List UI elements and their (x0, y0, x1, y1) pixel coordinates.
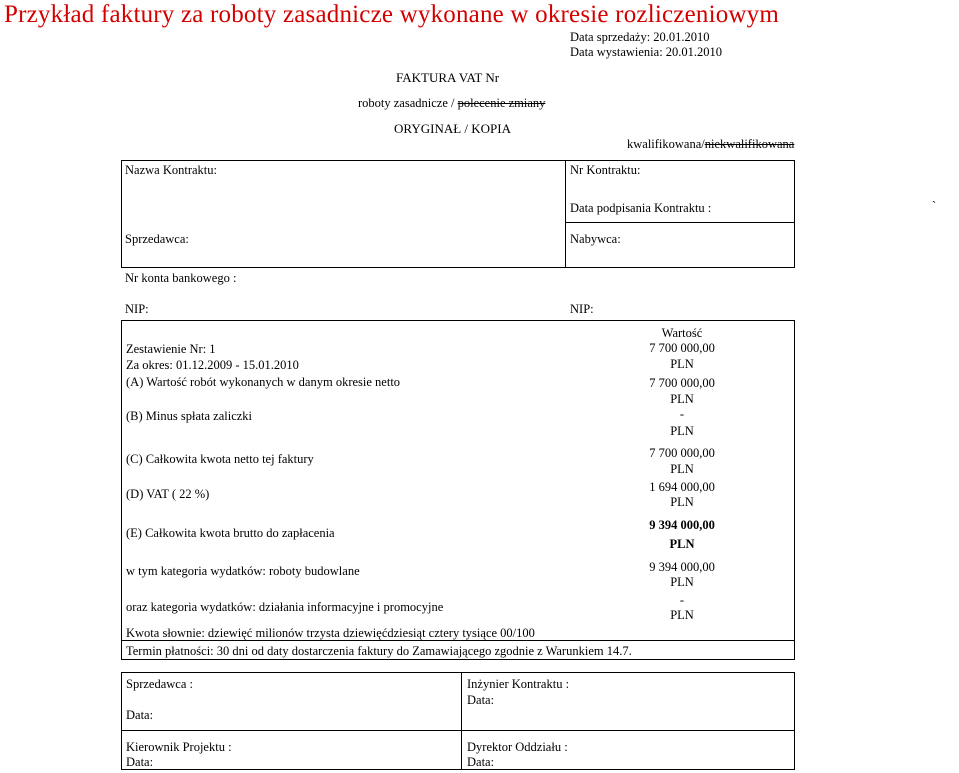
frame-top-line (121, 160, 795, 161)
backtick-mark: ` (932, 199, 937, 213)
row-d-currency: PLN (670, 495, 694, 509)
works-prefix: roboty zasadnicze / (358, 96, 458, 110)
table-left-line (121, 320, 122, 660)
value-currency: PLN (670, 357, 694, 371)
table-top-line (121, 320, 795, 321)
signature-seller-date: Data: (126, 708, 154, 722)
statement-period: Za okres: 01.12.2009 - 15.01.2010 (126, 358, 299, 372)
amount-in-words: Kwota słownie: dziewięć milionów trzysta dziewięćdziesiąt cztery tysiące 00/100 (126, 626, 535, 640)
frame-left-line (121, 160, 122, 268)
row-construction-currency: PLN (670, 575, 694, 589)
row-construction-amount: 9 394 000,00 (649, 560, 715, 574)
signature-director-label: Dyrektor Oddziału : (467, 740, 568, 754)
contract-name-label: Nazwa Kontraktu: (125, 163, 217, 177)
row-a-amount: 7 700 000,00 (649, 376, 715, 390)
signature-engineer-label: Inżynier Kontraktu : (467, 677, 570, 691)
contract-number-label: Nr Kontraktu: (570, 163, 641, 177)
row-a-currency: PLN (670, 392, 694, 406)
page-title: Przykład faktury za roboty zasadnicze wykonane w okresie rozliczeniowym (4, 1, 780, 28)
row-e-label: (E) Całkowita kwota brutto do zapłacenia (126, 526, 335, 540)
frame-middle-line (565, 160, 566, 268)
row-d-label: (D) VAT ( 22 %) (126, 487, 210, 501)
row-promotion-currency: PLN (670, 608, 694, 622)
signature-director-date: Data: (467, 755, 495, 769)
row-b-label: (B) Minus spłata zaliczki (126, 409, 253, 423)
row-c-label: (C) Całkowita kwota netto tej faktury (126, 452, 314, 466)
contract-signing-date-label: Data podpisania Kontraktu : (570, 201, 712, 215)
payment-terms: Termin płatności: 30 dni od daty dostarczenia faktury do Zamawiającego zgodnie z Warunkiem 14.7. (126, 644, 632, 658)
signature-top-line (121, 672, 795, 673)
works-struck: polecenie zmiany (457, 96, 546, 110)
table-right-line (794, 320, 795, 660)
row-construction-label: w tym kategoria wydatków: roboty budowlane (126, 564, 360, 578)
table-bottom-line (121, 659, 795, 660)
signature-middle-line (461, 672, 462, 770)
qualified-struck: niekwalifikowana (704, 137, 795, 151)
buyer-label: Nabywca: (570, 232, 621, 246)
signature-left-line (121, 672, 122, 770)
issue-date: Data wystawienia: 20.01.2010 (570, 45, 723, 59)
frame-right-line (794, 160, 795, 268)
frame-parties-line (121, 267, 795, 268)
row-c-amount: 7 700 000,00 (649, 446, 715, 460)
signature-right-line (794, 672, 795, 770)
signature-bottom-line (121, 769, 795, 770)
seller-label: Sprzedawca: (125, 232, 189, 246)
signature-manager-label: Kierownik Projektu : (126, 740, 232, 754)
seller-nip: NIP: (125, 302, 149, 316)
signature-manager-date: Data: (126, 755, 154, 769)
qualified-prefix: kwalifikowana/ (627, 137, 705, 151)
statement-number: Zestawienie Nr: 1 (126, 342, 216, 356)
row-c-currency: PLN (670, 462, 694, 476)
original-copy: ORYGINAŁ / KOPIA (394, 121, 511, 136)
row-d-amount: 1 694 000,00 (649, 480, 715, 494)
value-total: 7 700 000,00 (649, 341, 715, 355)
qualification (627, 137, 794, 152)
row-b-amount: - (679, 407, 685, 421)
row-b-currency: PLN (670, 424, 694, 438)
row-a-label: (A) Wartość robót wykonanych w danym okresie netto (126, 375, 401, 389)
sale-date: Data sprzedaży: 20.01.2010 (570, 30, 710, 44)
buyer-nip: NIP: (570, 302, 594, 316)
value-header: Wartość (661, 326, 703, 340)
invoice-title: FAKTURA VAT Nr (396, 70, 500, 85)
bank-account-label: Nr konta bankowego : (125, 271, 237, 285)
signature-seller-label: Sprzedawca : (126, 677, 193, 691)
row-e-currency: PLN (669, 537, 695, 551)
row-promotion-label: oraz kategoria wydatków: działania informacyjne i promocyjne (126, 600, 444, 614)
frame-signing-line (565, 222, 795, 223)
row-promotion-amount: - (679, 593, 685, 607)
works-type (358, 96, 545, 111)
signature-divider-line (121, 730, 795, 731)
row-e-amount: 9 394 000,00 (649, 518, 715, 532)
signature-engineer-date: Data: (467, 693, 495, 707)
